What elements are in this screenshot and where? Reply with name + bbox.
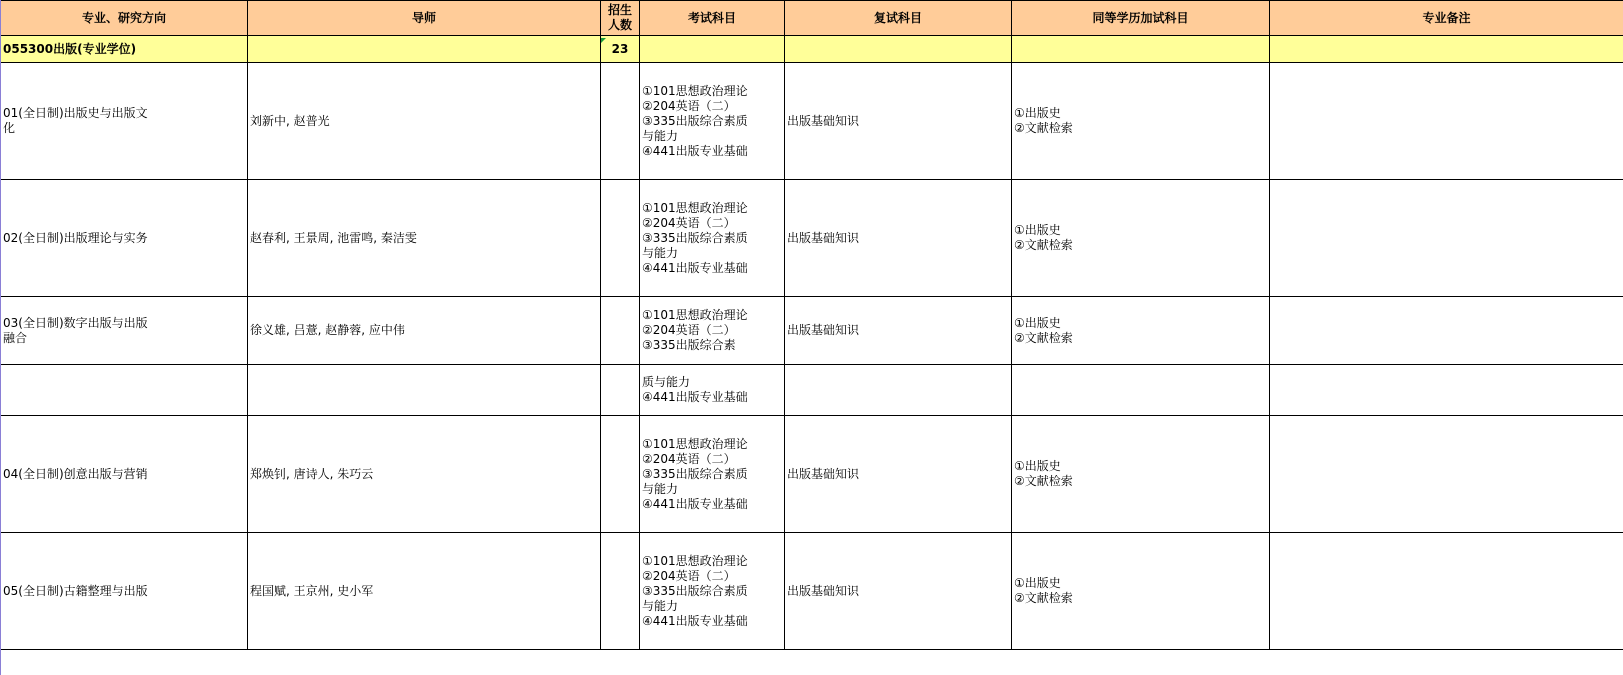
header-exam: 考试科目 (640, 1, 785, 36)
header-extra: 同等学历加试科目 (1012, 1, 1270, 36)
direction-cell: 04(全日制)创意出版与营销 (1, 416, 248, 533)
count-cell (601, 63, 640, 180)
table-row (1, 180, 1623, 297)
direction-cell (1, 365, 248, 416)
count-cell (601, 297, 640, 365)
tutor-cell: 程国赋, 王京州, 史小军 (248, 533, 601, 650)
table-row (1, 533, 1623, 650)
retest-cell: 出版基础知识 (785, 180, 1012, 297)
exam-cell: 质与能力 ④441出版专业基础 (640, 365, 785, 416)
retest-cell: 出版基础知识 (785, 416, 1012, 533)
retest-cell: 出版基础知识 (785, 297, 1012, 365)
note-cell (1270, 63, 1623, 180)
header-count: 招生 人数 (601, 1, 640, 36)
left-edge-line (0, 0, 1, 675)
note-cell (1270, 365, 1623, 416)
note-cell (1270, 533, 1623, 650)
count-cell (601, 533, 640, 650)
exam-cell: ①101思想政治理论 ②204英语（二） ③335出版综合素质 与能力 ④441出版专业基础 (640, 180, 785, 297)
extra-cell: ①出版史 ②文献检索 (1012, 416, 1270, 533)
table-row (1, 297, 1623, 365)
exam-cell: ①101思想政治理论 ②204英语（二） ③335出版综合素质 与能力 ④441出版专业基础 (640, 416, 785, 533)
retest-cell: 出版基础知识 (785, 533, 1012, 650)
table-row (1, 416, 1623, 533)
tutor-cell: 郑焕钊, 唐诗人, 朱巧云 (248, 416, 601, 533)
table-row (1, 365, 1623, 416)
extra-cell (1012, 365, 1270, 416)
exam-cell: ①101思想政治理论 ②204英语（二） ③335出版综合素质 与能力 ④441出版专业基础 (640, 533, 785, 650)
group-tutor (248, 36, 601, 63)
header-tutor: 导师 (248, 1, 601, 36)
extra-cell: ①出版史 ②文献检索 (1012, 297, 1270, 365)
group-row (1, 36, 1623, 63)
tutor-cell: 赵春利, 王景周, 池雷鸣, 秦洁雯 (248, 180, 601, 297)
retest-cell (785, 365, 1012, 416)
direction-cell: 05(全日制)古籍整理与出版 (1, 533, 248, 650)
note-cell (1270, 180, 1623, 297)
header-note: 专业备注 (1270, 1, 1623, 36)
header-retest: 复试科目 (785, 1, 1012, 36)
extra-cell: ①出版史 ②文献检索 (1012, 63, 1270, 180)
count-cell (601, 180, 640, 297)
header-row (1, 1, 1623, 36)
tutor-cell: 刘新中, 赵普光 (248, 63, 601, 180)
tutor-cell (248, 365, 601, 416)
extra-cell: ①出版史 ②文献检索 (1012, 180, 1270, 297)
note-cell (1270, 416, 1623, 533)
count-cell (601, 365, 640, 416)
group-count: 23 (601, 36, 640, 63)
extra-cell: ①出版史 ②文献检索 (1012, 533, 1270, 650)
exam-cell: ①101思想政治理论 ②204英语（二） ③335出版综合素 (640, 297, 785, 365)
retest-cell: 出版基础知识 (785, 63, 1012, 180)
table-row (1, 63, 1623, 180)
group-name: 055300出版(专业学位) (1, 36, 248, 63)
note-cell (1270, 297, 1623, 365)
direction-cell: 03(全日制)数字出版与出版 融合 (1, 297, 248, 365)
tutor-cell: 徐义雄, 吕薏, 赵静蓉, 应中伟 (248, 297, 601, 365)
exam-cell: ①101思想政治理论 ②204英语（二） ③335出版综合素质 与能力 ④441出版专业基础 (640, 63, 785, 180)
comment-indicator-icon (601, 38, 606, 43)
header-direction: 专业、研究方向 (1, 1, 248, 36)
direction-cell: 02(全日制)出版理论与实务 (1, 180, 248, 297)
count-cell (601, 416, 640, 533)
direction-cell: 01(全日制)出版史与出版文 化 (1, 63, 248, 180)
